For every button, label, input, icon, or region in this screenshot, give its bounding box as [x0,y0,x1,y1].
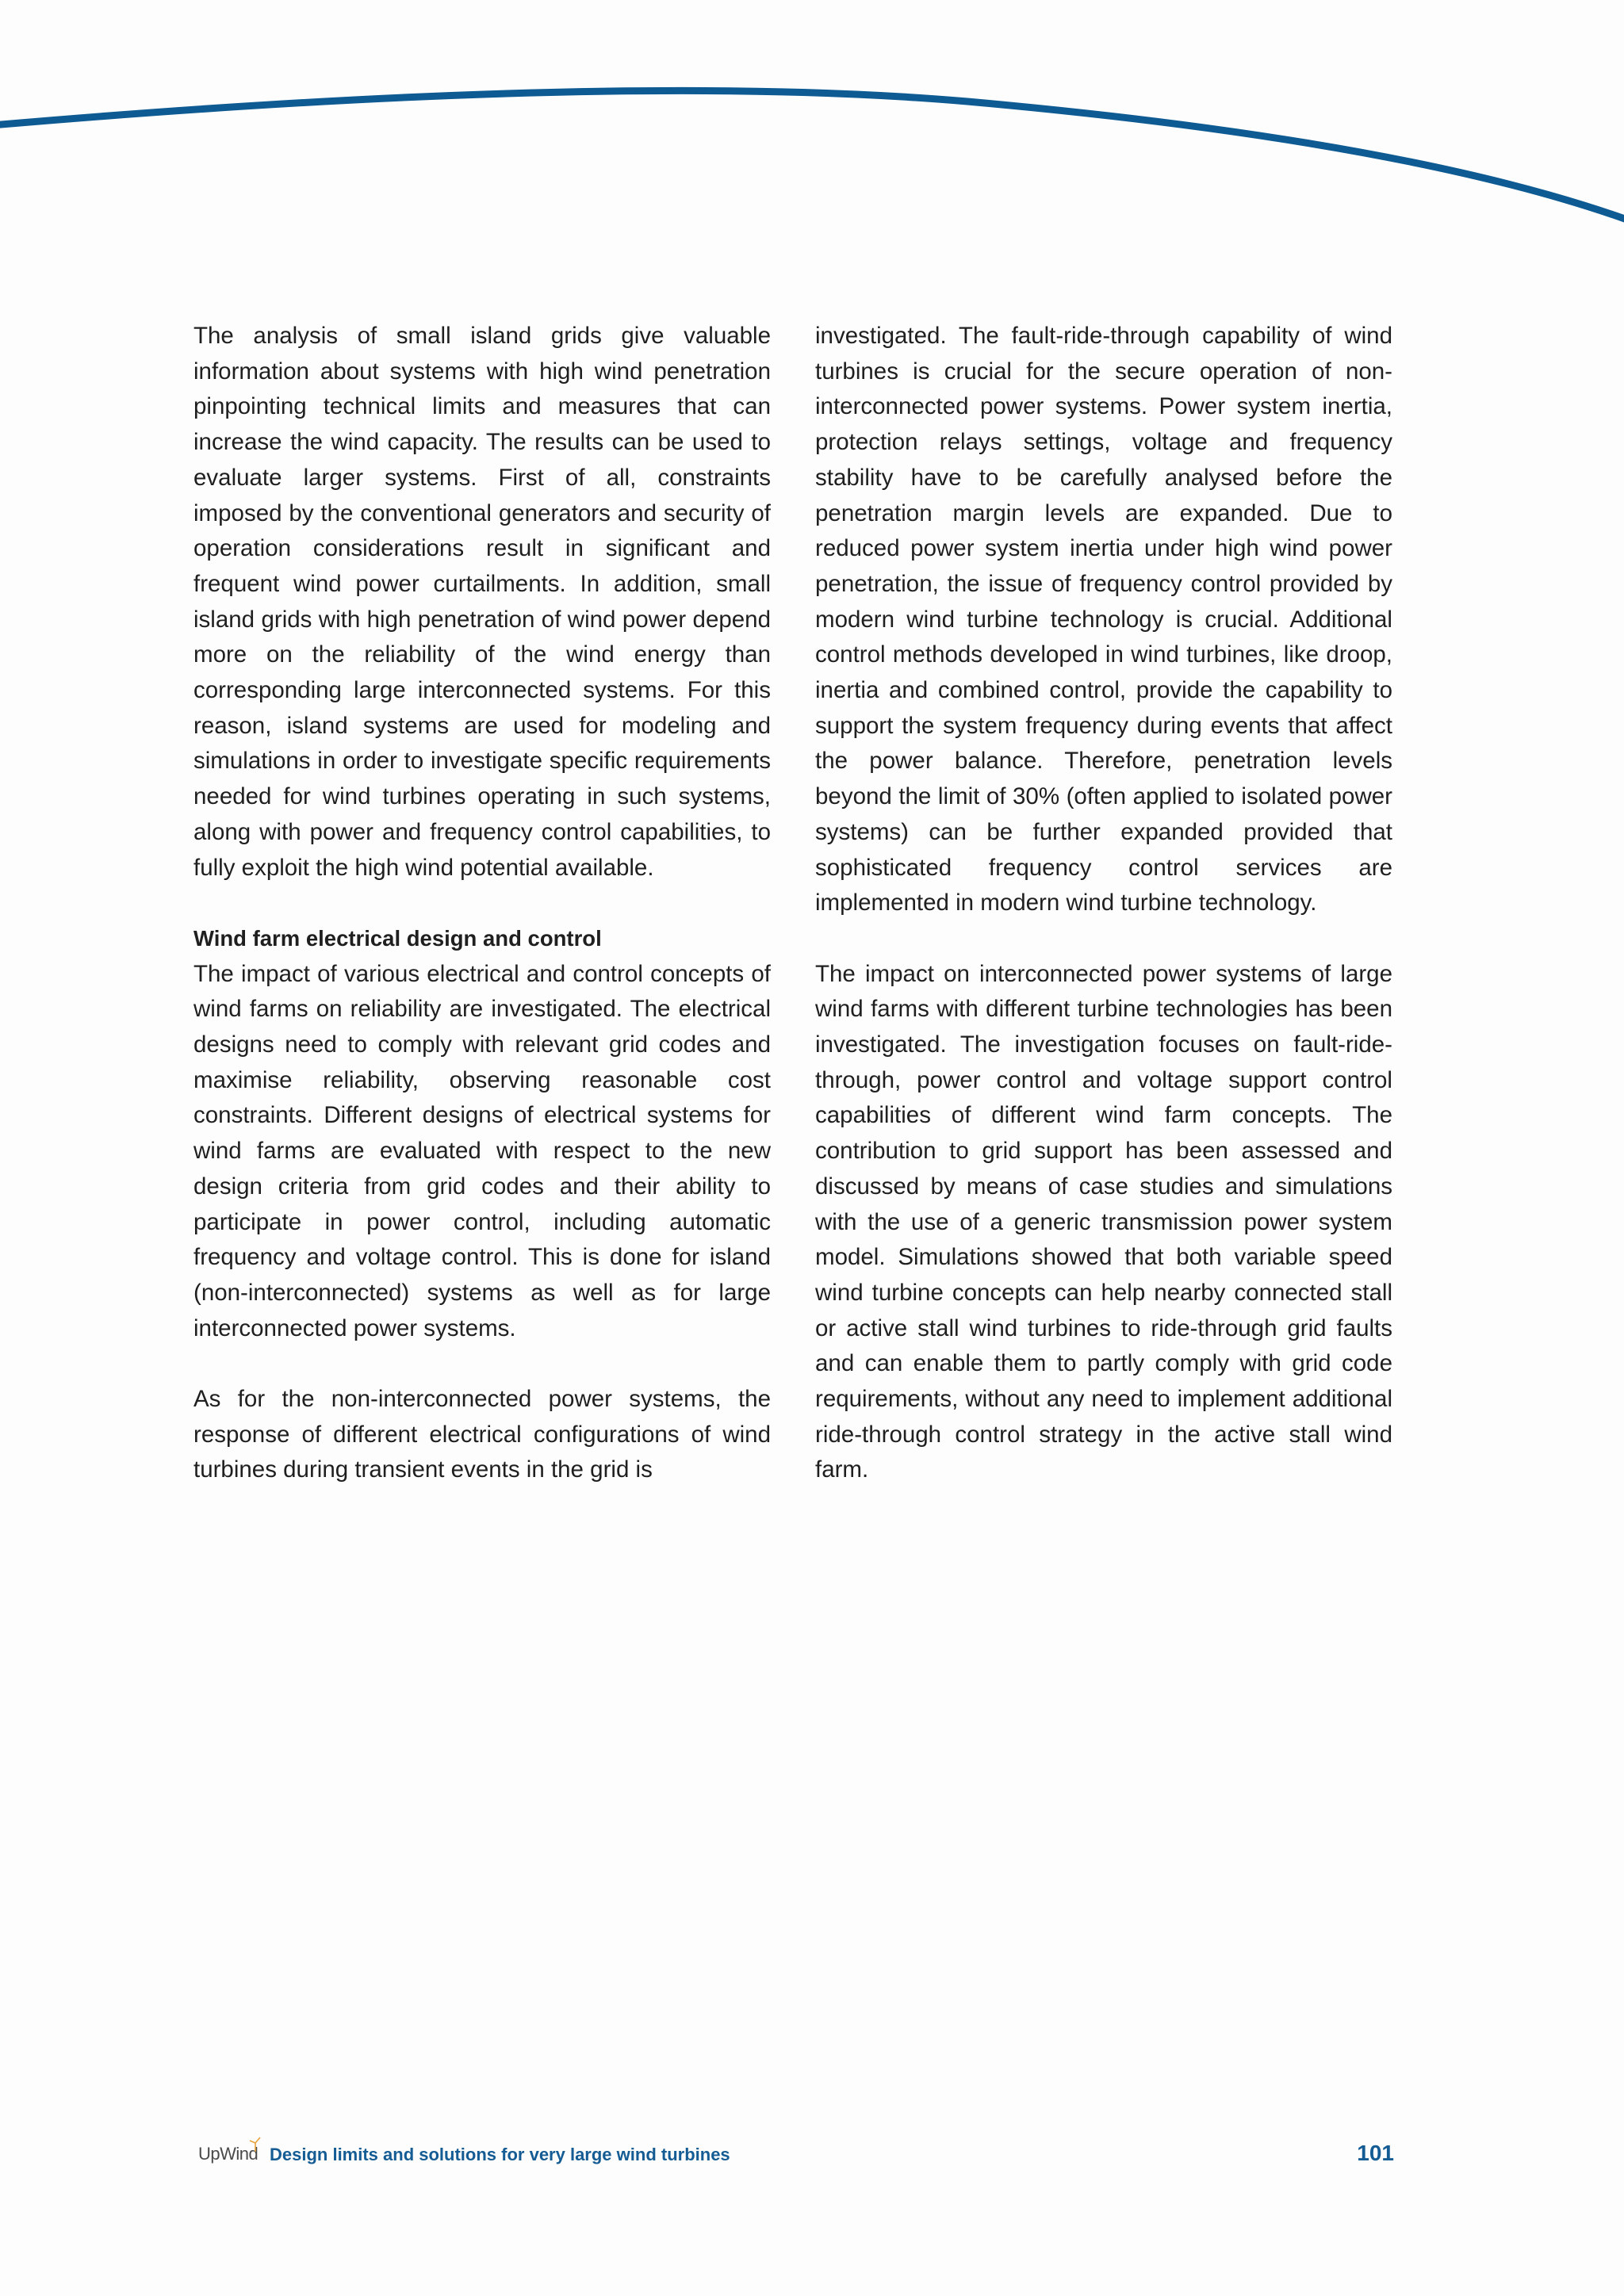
paragraph: investigated. The fault-ride-through capability of wind turbines is crucial for the secure operation of non-interconnected power systems. Power system inertia, protection relays settings, voltage and frequency stability have to be carefully analysed before the penetration margin levels are expanded. Due to reduced power system inertia under high wind power penetration, the issue of frequency control provided by modern wind turbine technology is crucial. Additional control methods developed in wind turbines, like droop, inertia and combined control, provide the capability to support the system frequency during events that affect the power balance. Therefore, penetration levels beyond the limit of 30% (often applied to isolated power systems) can be further expanded provided that sophisticated frequency control services are implemented in modern wind turbine technology. [815,323,1392,916]
paragraph: The impact of various electrical and control concepts of wind farms on reliability are investigated. The electrical designs need to comply with relevant grid codes and maximise reliability, observing reasonable cost constraints. Different designs of electrical systems for wind farms are evaluated with respect to the new design criteria from grid codes and their ability to participate in power control, including automatic frequency and voltage control. This is done for island (non-interconnected) systems as well as for large interconnected power systems. [193,960,771,1341]
upwind-logo: UpWind [198,2144,259,2164]
wind-turbine-mark-icon [247,2136,263,2153]
page-footer [198,2141,1394,2172]
footer-title: Design limits and solutions for very large wind turbines [270,2145,730,2164]
paragraph: The impact on interconnected power systems of large wind farms with different turbine technologies has been investigated. The investigation focuses on fault-ride-through, power control and voltage support control capabilities of different wind farm concepts. The contribution to grid support has been assessed and discussed by means of case studies and simulations with the use of a generic transmission power system model. Simulations showed that both variable speed wind turbine concepts can help nearby connected stall or active stall wind turbines to ride-through grid faults and can enable them to partly comply with grid code requirements, without any need to implement additional ride-through control strategy in the active stall wind farm. [815,960,1392,1483]
paragraph: The analysis of small island grids give valuable information about systems with high wind penetration pinpointing technical limits and measures that can increase the wind capacity. The results can be used to evaluate larger systems. First of all, constraints imposed by the conventional generators and security of operation considerations result in significant and frequent wind power curtailments. In addition, small island grids with high penetration of wind power depend more on the reliability of the wind energy than corresponding large interconnected systems. For this reason, island systems are used for modeling and simulations in order to investigate specific requirements needed for wind turbines operating in such systems, along with power and frequency control capabilities, to fully exploit the high wind potential available. [193,323,771,881]
header-arc-decoration [0,0,1624,254]
section-heading: Wind farm electrical design and control [193,925,602,951]
paragraph: As for the non-interconnected power systems, the response of different electrical configurations of wind turbines during transient events in the grid is [193,1386,771,1483]
right-text-column [815,319,1392,1524]
page-number: 101 [1357,2141,1394,2165]
left-text-column [193,319,771,1524]
